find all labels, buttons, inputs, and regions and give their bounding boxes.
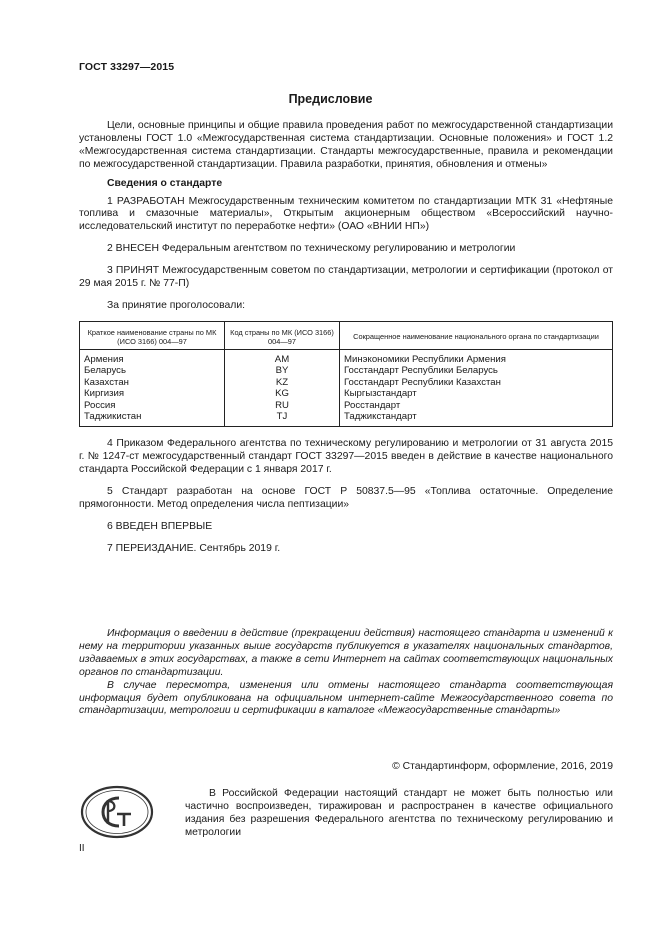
info-paragraph-1: Информация о введении в действие (прекращении действия) настоящего стандарта и изменений к нему на территории указанных выше государств публикуется в указателях национальных стандартов, издаваемых в этих государствах, а также в сети Интернет на сайтах соответствующих национальных органов по стандартизации. — [79, 628, 613, 678]
table-row — [80, 388, 613, 399]
section-heading: Сведения о стандарте — [107, 177, 223, 189]
page-title: Предисловие — [288, 92, 373, 106]
voting-table — [79, 321, 613, 427]
national-body: Таджикстандарт — [340, 411, 613, 427]
country-name: Беларусь — [80, 365, 225, 376]
item-enacted: 4 Приказом Федерального агентства по техническому регулированию и метрологии от 31 августа 2015 г. № 1247-ст межгосударственный стандарт ГОСТ 33297—2015 введен в действие в качестве национального стандарта Российской Федерации с 1 января 2017 г. — [79, 438, 613, 476]
table-row — [80, 349, 613, 365]
table-row — [80, 400, 613, 411]
information-notice — [79, 628, 613, 718]
table-row — [80, 365, 613, 376]
intro-paragraph: Цели, основные принципы и общие правила проведения работ по межгосударственной стандартизации установлены ГОСТ 1.0 «Межгосударственная система стандартизации. Основные положения» и ГОСТ 1.2 «Межгосударственная система стандартизации. Стандарты межгосударственные, правила и рекомендации по межгосударственной стандартизации. Правила разработки, принятия, обновления и отмены» — [79, 120, 613, 170]
page-number: II — [79, 843, 85, 854]
country-code: RU — [225, 400, 340, 411]
country-name: Казахстан — [80, 377, 225, 388]
item-first-introduced: 6 ВВЕДЕН ВПЕРВЫЕ — [107, 520, 213, 532]
table-row — [80, 411, 613, 427]
country-code: AM — [225, 349, 340, 365]
item-submitted: 2 ВНЕСЕН Федеральным агентством по техническому регулированию и метрологии — [107, 243, 516, 255]
country-code: KG — [225, 388, 340, 399]
header-country-name: Краткое наименование страны по МК (ИСО 3166) 004—97 — [80, 321, 225, 349]
country-code: TJ — [225, 411, 340, 427]
copyright-line: © Стандартинформ, оформление, 2016, 2019 — [392, 761, 613, 772]
info-paragraph-2: В случае пересмотра, изменения или отмены настоящего стандарта соответствующая информация будет опубликована на официальном интернет-сайте Межгосударственного совета по стандартизации, метрологии и сертификации в каталоге «Межгосударственные стандарты» — [79, 679, 613, 717]
country-name: Таджикистан — [80, 411, 225, 427]
table-row — [80, 377, 613, 388]
header-national-body: Сокращенное наименование национального органа по стандартизации — [340, 321, 613, 349]
item-reissue: 7 ПЕРЕИЗДАНИЕ. Сентябрь 2019 г. — [107, 542, 281, 554]
country-code: BY — [225, 365, 340, 376]
item-adopted: 3 ПРИНЯТ Межгосударственным советом по стандартизации, метрологии и сертификации (протокол от 29 мая 2015 г. № 77-П) — [79, 265, 613, 290]
item-basis: 5 Стандарт разработан на основе ГОСТ Р 50837.5—95 «Топлива остаточные. Определение прямогонности. Метод определения числа пептизации» — [79, 486, 613, 510]
country-name: Россия — [80, 400, 225, 411]
country-code: KZ — [225, 377, 340, 388]
country-name: Киргизия — [80, 388, 225, 399]
national-body: Госстандарт Республики Беларусь — [340, 365, 613, 376]
document-code: ГОСТ 33297—2015 — [79, 61, 175, 73]
item-developed: 1 РАЗРАБОТАН Межгосударственным техническим комитетом по стандартизации МТК 31 «Нефтяные топлива и смазочные материалы», Открытым акционерным обществом «Всероссийский научно-исследовательский институт по переработке нефти» (ОАО «ВНИИ НП») — [79, 195, 613, 233]
table-header-row — [80, 321, 613, 349]
national-body: Росстандарт — [340, 400, 613, 411]
main-content — [79, 120, 613, 556]
national-body: Кыргызстандарт — [340, 388, 613, 399]
voted-label: За принятие проголосовали: — [107, 299, 246, 311]
reproduction-notice: В Российской Федерации настоящий стандарт не может быть полностью или частично воспроизведен, тиражирован и распространен в качестве официального издания без разрешения Федерального агентства по техническому регулированию и метрологии — [185, 788, 613, 838]
country-name: Армения — [80, 349, 225, 365]
national-body: Госстандарт Республики Казахстан — [340, 377, 613, 388]
header-country-code: Код страны по МК (ИСО 3166) 004—97 — [225, 321, 340, 349]
rst-logo-icon — [79, 784, 155, 840]
national-body: Минэкономики Республики Армения — [340, 349, 613, 365]
